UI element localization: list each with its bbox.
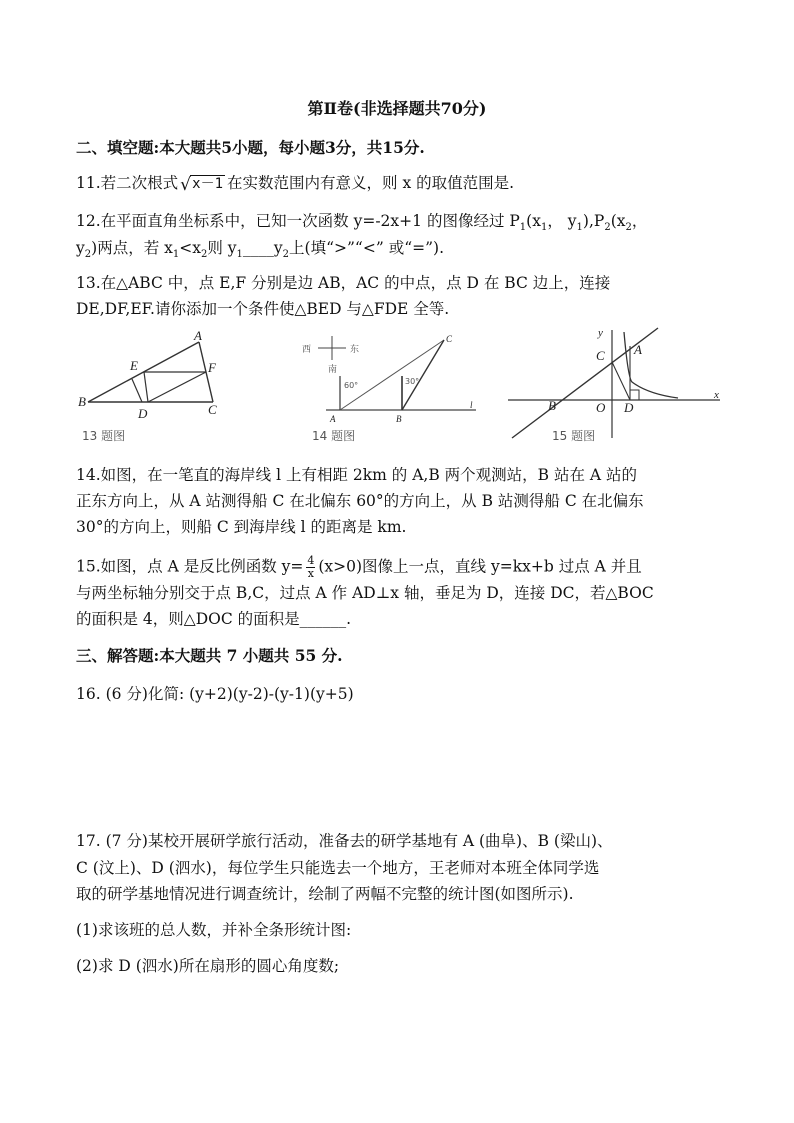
- question-15-line2: 与两坐标轴分别交于点 B,C，过点 A 作 AD⊥x 轴，垂足为 D，连接 DC，若△BOC: [76, 584, 654, 602]
- fig13-label-b: B: [78, 394, 86, 409]
- compass-west: 西: [302, 345, 312, 355]
- question-12-line2: $y_2$)两点，若 $x_1<x_2$则 $y_1\_\_\_\_y_2$上(填“>”“<” 或“=”).: [76, 239, 445, 261]
- fig15-label-d: D: [624, 400, 634, 415]
- fig14-label-a: A: [330, 414, 336, 424]
- question-15-line3: 的面积是 4，则△DOC 的面积是______.: [76, 610, 352, 628]
- fig14-angle-30: 30°: [405, 377, 420, 386]
- question-15-line1: 15.如图，点 A 是反比例函数 y= $\frac{4}{x}$ (x>0)图像上一点，直线 y=kx+b 过点 A 并且: [76, 554, 642, 580]
- question-11: [76, 172, 514, 195]
- compass-south: 南: [328, 365, 338, 375]
- fig15-label-c: C: [596, 348, 605, 363]
- fig15-label-x: x: [714, 389, 719, 401]
- fig15-caption: 15 题图: [552, 429, 596, 443]
- fig13-label-c: C: [208, 402, 217, 417]
- figure-15: [508, 326, 723, 446]
- question-13-line2: DE,DF,EF.请你添加一个条件使△BED 与△FDE 全等.: [76, 300, 450, 318]
- figure-14: [296, 326, 476, 446]
- question-14-line1: 14.如图，在一笔直的海岸线 l 上有相距 2km 的 A,B 两个观测站，B 站在 A 站的: [76, 466, 637, 484]
- question-14-line3: 30°的方向上，则船 C 到海岸线 l 的距离是 km.: [76, 518, 407, 536]
- fig13-label-a: A: [194, 328, 202, 343]
- question-16: 16. (6 分)化简: (y+2)(y-2)-(y-1)(y+5): [76, 685, 354, 703]
- q11-text-b: 在实数范围内有意义，则 x 的取值范围是.: [227, 174, 515, 192]
- fig15-label-y: y: [598, 327, 603, 339]
- fig14-label-l: l: [470, 400, 473, 410]
- question-17-line3: 取的研学基地情况进行调查统计，绘制了两幅不完整的统计图(如图所示).: [76, 885, 574, 903]
- fig14-caption: 14 题图: [312, 429, 356, 443]
- answer-section-title: 三、解答题:本大题共 7 小题共 55 分.: [76, 646, 343, 665]
- fig14-label-c: C: [446, 334, 453, 344]
- fig15-label-o: O: [596, 400, 606, 415]
- question-17-sub2: (2)求 D (泗水)所在扇形的圆心角度数;: [76, 957, 340, 975]
- fig13-label-e: E: [130, 358, 138, 373]
- question-14-line2: 正东方向上，从 A 站测得船 C 在北偏东 60°的方向上，从 B 站测得船 C 在北偏东: [76, 492, 644, 510]
- fig15-label-a: A: [634, 342, 642, 357]
- sqrt-expression: √ x－1: [180, 175, 224, 195]
- question-13-line1: 13.在△ABC 中，点 E,F 分别是边 AB，AC 的中点，点 D 在 BC 边上，连接: [76, 274, 611, 292]
- fig14-label-b: B: [396, 414, 402, 424]
- fig13-label-d: D: [138, 406, 148, 421]
- question-17-sub1: (1)求该班的总人数，并补全条形统计图:: [76, 921, 352, 939]
- fig14-angle-60: 60°: [344, 381, 359, 390]
- fig15-label-b: B: [548, 398, 556, 413]
- question-17-line2: C (汶上)、D (泗水)，每位学生只能选去一个地方，王老师对本班全体同学选: [76, 859, 600, 877]
- fraction-4-over-x: $\frac{4}{x}$: [307, 554, 315, 580]
- fill-blank-section-title: 二、填空题:本大题共5小题，每小题3分，共15分.: [76, 138, 425, 157]
- fig13-caption: 13 题图: [82, 429, 126, 443]
- section-heading: 第Ⅱ卷(非选择题共70分): [307, 99, 487, 118]
- question-12-line1: 12.在平面直角坐标系中，已知一次函数 y=-2x+1 的图像经过 $P_1(x_1$， $y_1),P_2(x_2$，: [76, 212, 648, 234]
- fig13-label-f: F: [208, 360, 216, 375]
- figure-13: [76, 326, 251, 446]
- compass-east: 东: [350, 345, 360, 355]
- q11-text-a: 11.若二次根式: [76, 174, 179, 192]
- radicand: x－1: [192, 176, 224, 192]
- question-17-line1: 17. (7 分)某校开展研学旅行活动，准备去的研学基地有 A (曲阜)、B (梁山)、: [76, 832, 613, 850]
